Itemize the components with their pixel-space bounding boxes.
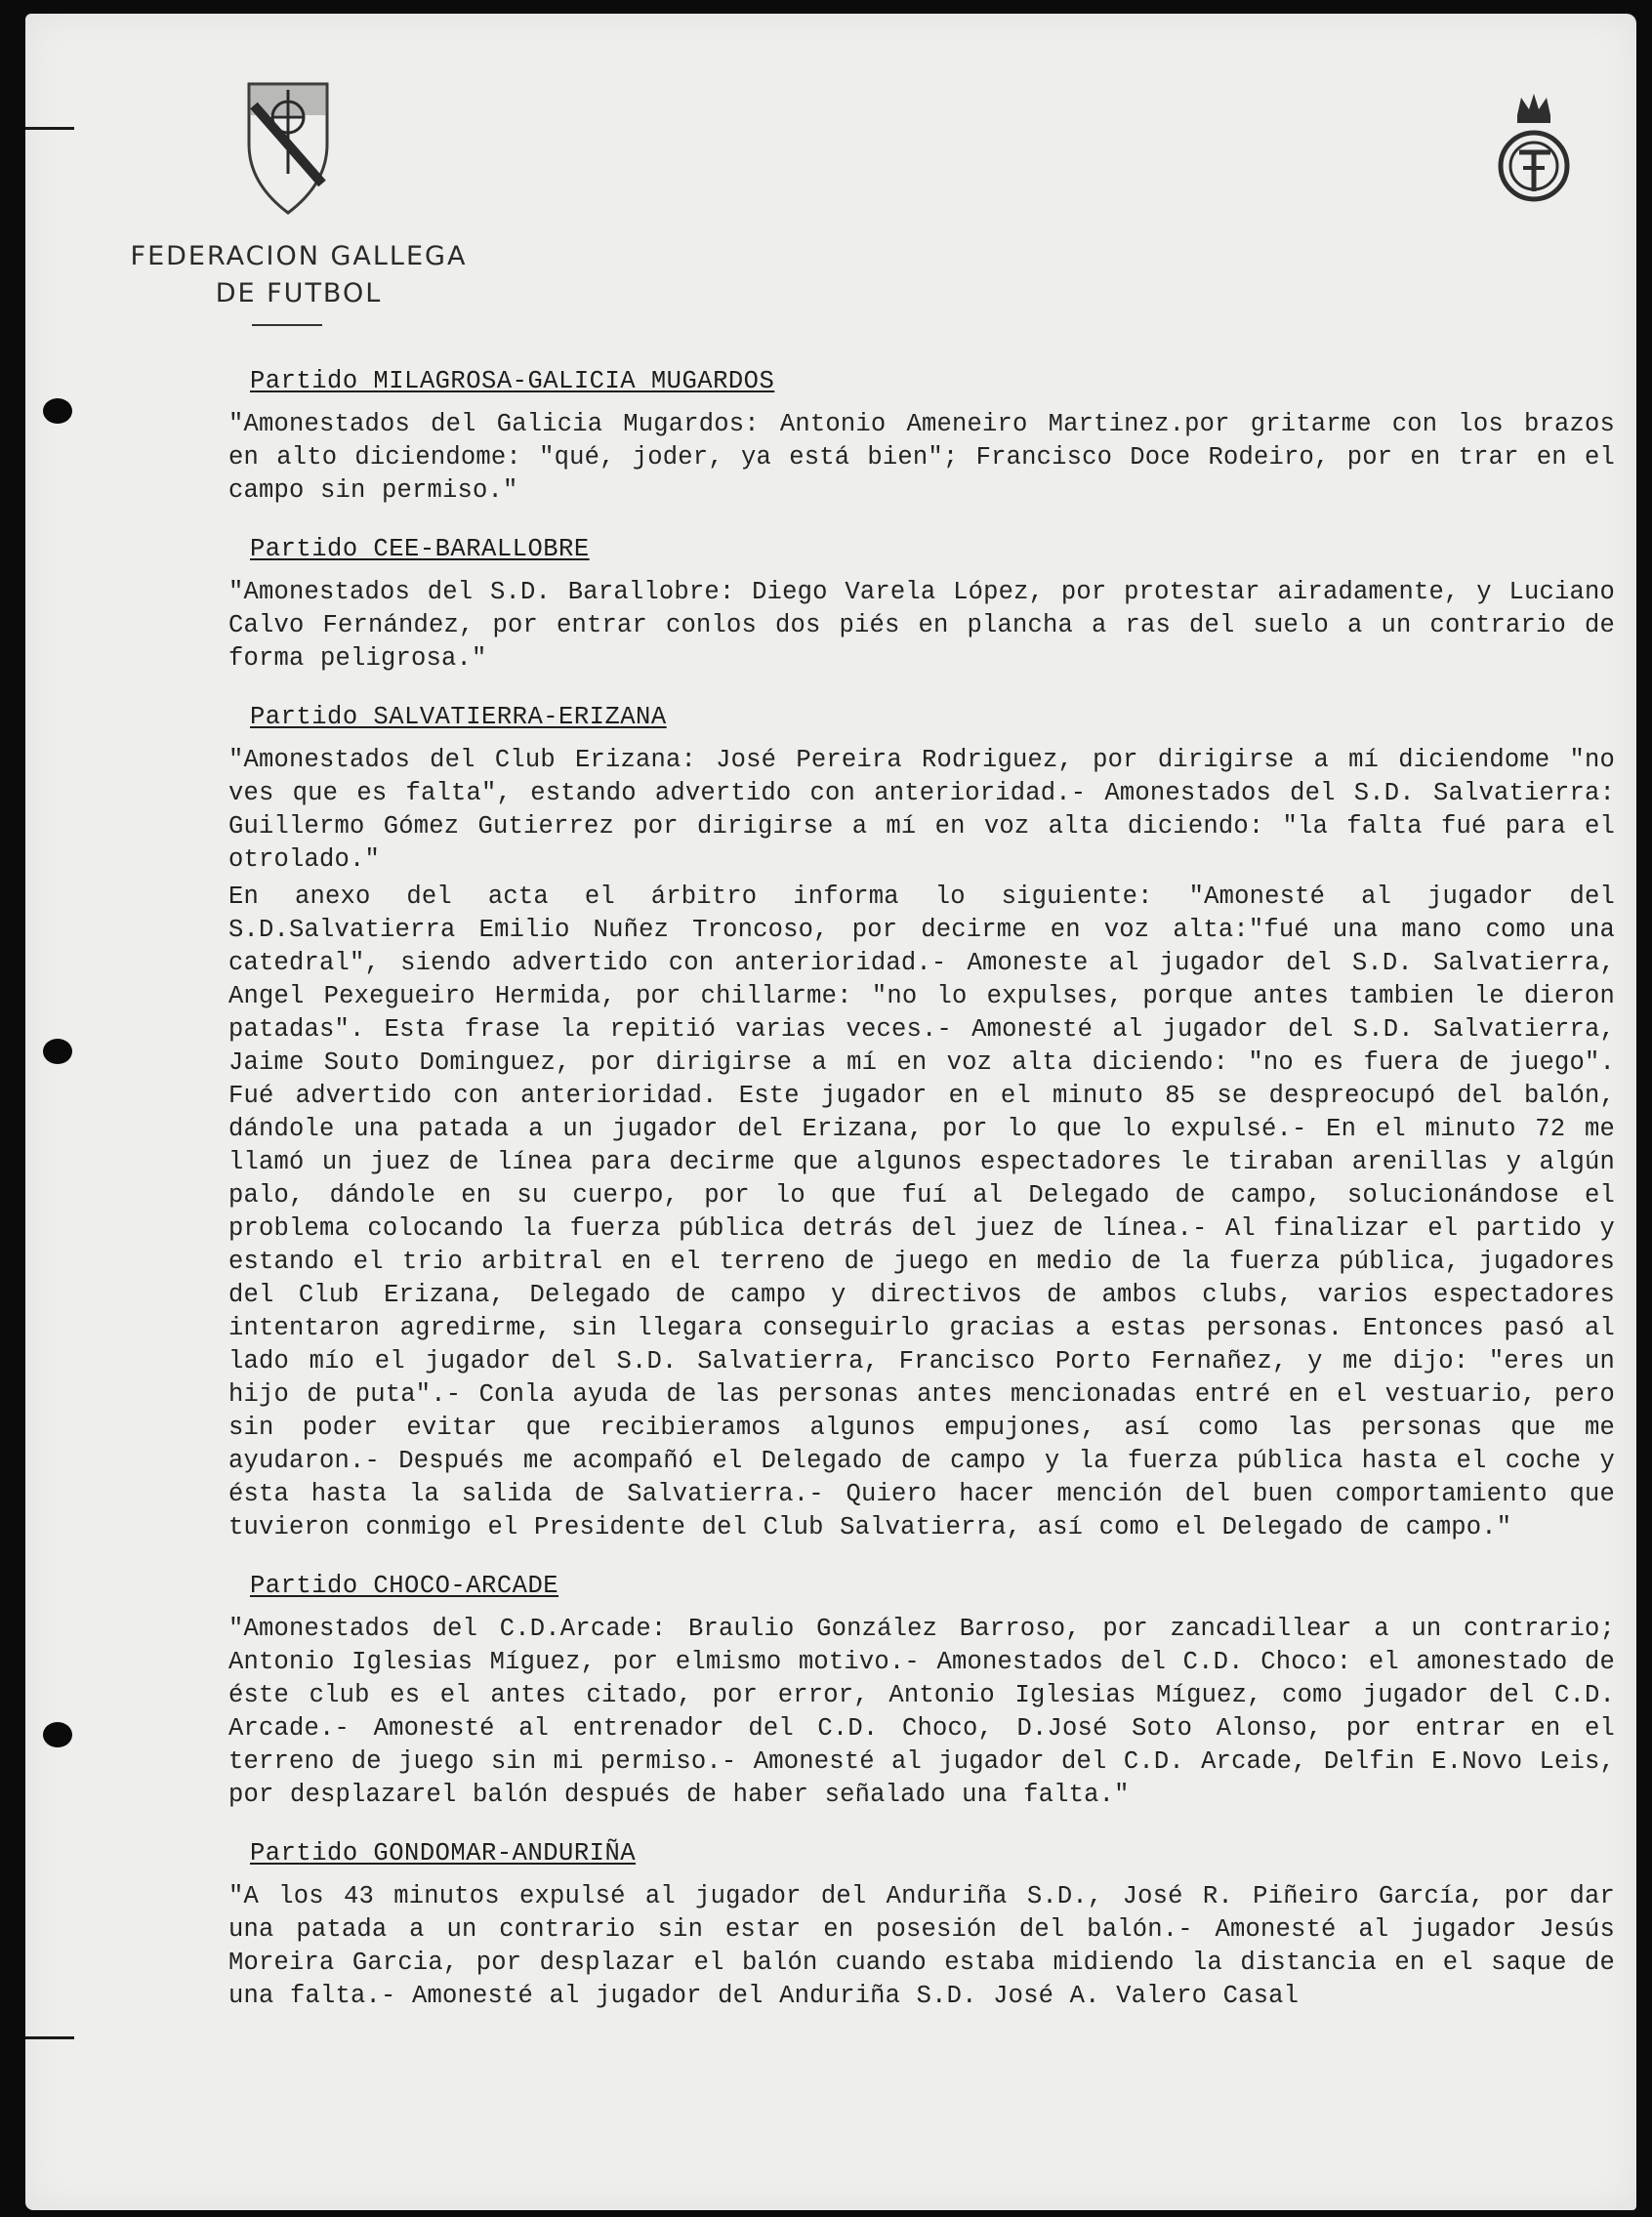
match-paragraph: "Amonestados del Galicia Mugardos: Antonio Ameneiro Martinez.por gritarme con los brazos en alto diciendome: "qué, joder, ya está bien"; Francisco Doce Rodeiro, por en trar en el campo sin permiso." — [228, 410, 1615, 505]
match-heading: Partido GONDOMAR-ANDURIÑA — [250, 1839, 637, 1868]
match-section — [228, 1837, 1615, 2013]
punch-hole — [43, 1722, 72, 1747]
punch-mark — [25, 2036, 74, 2039]
match-heading: Partido MILAGROSA-GALICIA MUGARDOS — [250, 367, 775, 395]
match-paragraph: "Amonestados del Club Erizana: José Pereira Rodriguez, por dirigirse a mí diciendome "no ves que es falta", estando advertido con anterioridad.- Amonestados del S.D. Salvatierra: Guillermo Gómez Gutierrez por dirigirse a mí en voz alta diciendo: "la falta fué para el otrolado." — [228, 746, 1615, 874]
match-section — [228, 365, 1615, 508]
letterhead-rule — [252, 324, 322, 326]
punch-hole — [43, 1039, 72, 1064]
match-heading: Partido CEE-BARALLOBRE — [250, 535, 590, 563]
punch-mark — [25, 127, 74, 130]
federation-name-line2: DE FUTBOL — [215, 278, 383, 308]
punch-hole — [43, 398, 72, 424]
federation-name — [94, 238, 504, 312]
match-section — [228, 533, 1615, 676]
match-heading: Partido SALVATIERRA-ERIZANA — [250, 703, 667, 731]
crowned-rfef-emblem-icon — [1490, 86, 1578, 213]
match-paragraph: "Amonestados del C.D.Arcade: Braulio González Barroso, por zancadillear a un contrario; Antonio Iglesias Míguez, por elmismo motivo.- Amonestados del C.D. Choco: el amonestado de éste club es el antes citado, por error, Antonio Iglesias Míguez, como jugador del C.D. Arcade.- Amonesté al entrenador del C.D. Choco, D.José Soto Alonso, por entrar en el terreno de juego sin mi permiso.- Amonesté al jugador del C.D. Arcade, Delfin E.Novo Leis, por desplazarel balón después de haber señalado una falta." — [228, 1615, 1615, 1809]
match-section — [228, 701, 1615, 1544]
shield-emblem-icon — [244, 76, 332, 223]
match-paragraph: "A los 43 minutos expulsé al jugador del Anduriña S.D., José R. Piñeiro García, por dar una patada a un contrario sin estar en posesión del balón.- Amonesté al jugador Jesús Moreira Garcia, por desplazar el balón cuando estaba midiendo la distancia en el saque de una falta.- Amonesté al jugador del Anduriña S.D. José A. Valero Casal — [228, 1882, 1615, 2010]
document-page — [25, 14, 1636, 2210]
report-body — [228, 365, 1615, 2038]
annex-paragraph: En anexo del acta el árbitro informa lo siguiente: "Amonesté al jugador del S.D.Salvatierra Emilio Nuñez Troncoso, por decirme en voz alta:"fué una mano como una catedral", siendo advertido con anterioridad.- Amoneste al jugador del S.D. Salvatierra, Angel Pexegueiro Hermida, por chillarme: "no lo expulses, porque antes tambien le dieron patadas". Esta frase la repitió varias veces.- Amonesté al jugador del S.D. Salvatierra, Jaime Souto Dominguez, por dirigirse a mí en voz alta diciendo: "no es fuera de juego". Fué advertido con anterioridad. Este jugador en el minuto 85 se despreocupó del balón, dándole una patada a un jugador del Erizana, por lo que lo expulsé.- En el minuto 72 me llamó un juez de línea para decirme que algunos espectadores le tiraban arenillas y algún palo, dándole en su cuerpo, por lo que fuí al Delegado de campo, solucionándose el problema colocando la fuerza pública detrás del juez de línea.- Al finalizar el partido y estando el trio arbitral en el terreno de juego en medio de la fuerza pública, jugadores del Club Erizana, Delegado de campo y directivos de ambos clubs, varios espectadores intentaron agredirme, sin llegara conseguirlo gracias a estas personas. Entonces pasó al lado mío el jugador del S.D. Salvatierra, Francisco Porto Fernañez, y me dijo: "eres un hijo de puta".- Conla ayuda de las personas antes mencionadas entré en el vestuario, pero sin poder evitar que recibieramos algunos empujones, así como las personas que me ayudaron.- Después me acompañó el Delegado de campo y la fuerza pública hasta el coche y ésta hasta la salida de Salvatierra.- Quiero hacer mención del buen comportamiento que tuvieron conmigo el Presidente del Club Salvatierra, así como el Delegado de campo." — [228, 883, 1615, 1541]
match-paragraph: "Amonestados del S.D. Barallobre: Diego Varela López, por protestar airadamente, y Luciano Calvo Fernández, por entrar conlos dos piés en plancha a ras del suelo a un contrario de forma peligrosa." — [228, 578, 1615, 673]
match-heading: Partido CHOCO-ARCADE — [250, 1572, 559, 1600]
match-section — [228, 1570, 1615, 1812]
federation-name-line1: FEDERACION GALLEGA — [130, 241, 468, 271]
